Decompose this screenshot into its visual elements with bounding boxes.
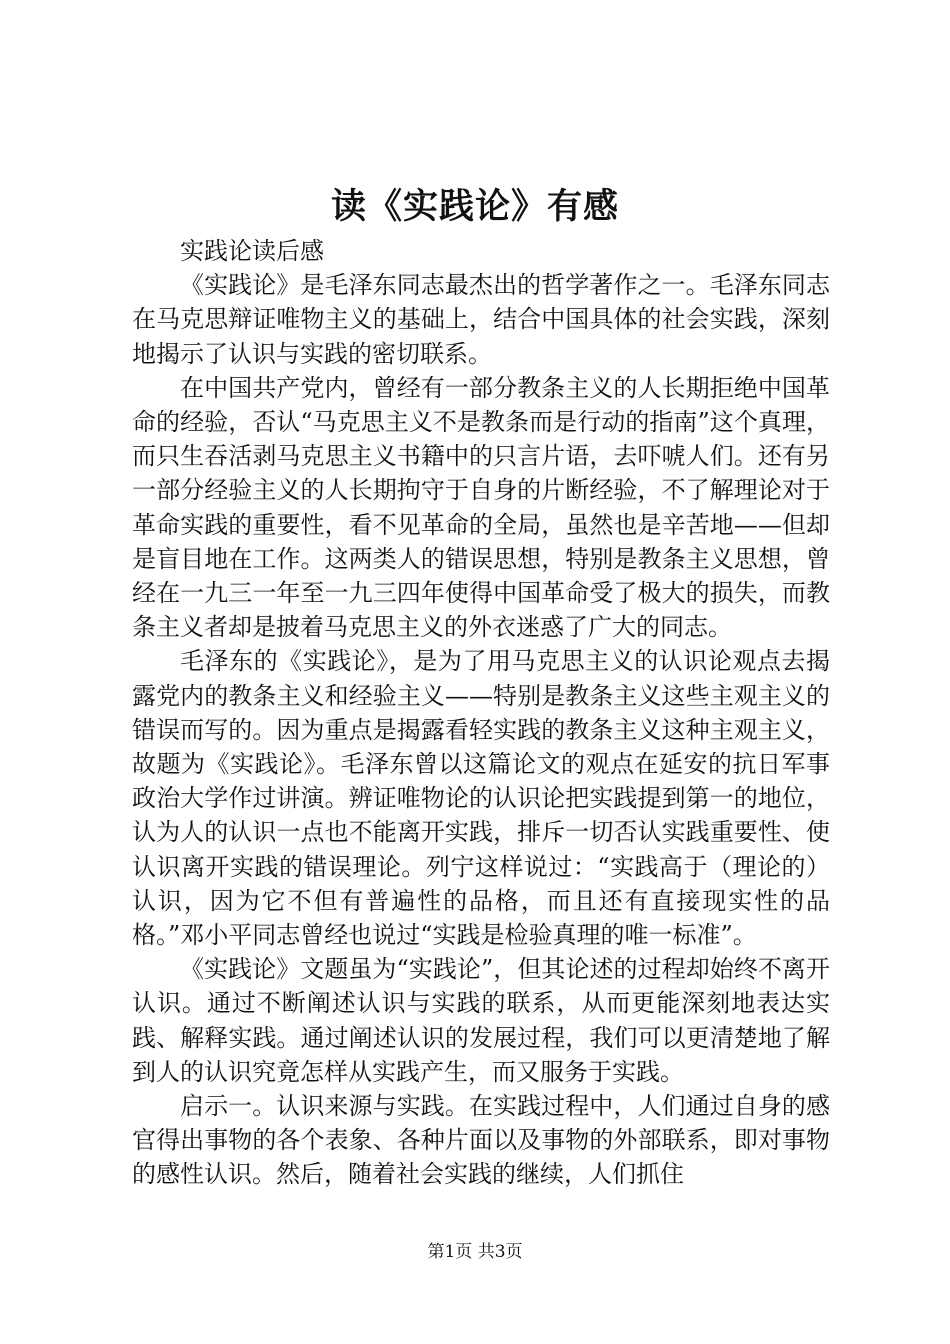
paragraph: 毛泽东的《实践论》，是为了用马克思主义的认识论观点去揭露党内的教条主义和经验主义——特别是教条主义这些主观主义的错误而写的。因为重点是揭露看轻实践的教条主义这种主观主义，故题为《实践论》。毛泽东曾以这篇论文的观点在延安的抗日军事政治大学作过讲演。辨证唯物论的认识论把实践提到第一的地位，认为人的认识一点也不能离开实践，排斥一切否认实践重要性、使认识离开实践的错误理论。列宁这样说过：“实践高于（理论的）认识，因为它不但有普遍性的品格，而且还有直接现实性的品格。”邓小平同志曾经也说过“实践是检验真理的唯一标准”。: [132, 647, 830, 950]
paragraph: 启示一。认识来源与实践。在实践过程中，人们通过自身的感官得出事物的各个表象、各种片面以及事物的外部联系，即对事物的感性认识。然后，随着社会实践的继续，人们抓住: [132, 1092, 830, 1189]
document-subtitle: 实践论读后感: [180, 237, 324, 265]
document-body: [132, 234, 830, 1192]
page-number-footer: 第1页 共3页: [427, 1242, 523, 1262]
paragraph: 在中国共产党内，曾经有一部分教条主义的人长期拒绝中国革命的经验，否认“马克思主义不是教条而是行动的指南”这个真理，而只生吞活剥马克思主义书籍中的只言片语，去吓唬人们。还有另一部分经验主义的人长期拘守于自身的片断经验，不了解理论对于革命实践的重要性，看不见革命的全局，虽然也是辛苦地——但却是盲目地在工作。这两类人的错误思想，特别是教条主义思想，曾经在一九三一年至一九三四年使得中国革命受了极大的损失，而教条主义者却是披着马克思主义的外衣迷惑了广大的同志。: [132, 373, 830, 642]
document-title: 读《实践论》有感: [330, 186, 619, 227]
paragraph: 《实践论》是毛泽东同志最杰出的哲学著作之一。毛泽东同志在马克思辩证唯物主义的基础上，结合中国具体的社会实践，深刻地揭示了认识与实践的密切联系。: [132, 271, 830, 368]
paragraph: 《实践论》文题虽为“实践论”，但其论述的过程却始终不离开认识。通过不断阐述认识与实践的联系，从而更能深刻地表达实践、解释实践。通过阐述认识的发展过程，我们可以更清楚地了解到人的认识究竟怎样从实践产生，而又服务于实践。: [132, 955, 830, 1086]
